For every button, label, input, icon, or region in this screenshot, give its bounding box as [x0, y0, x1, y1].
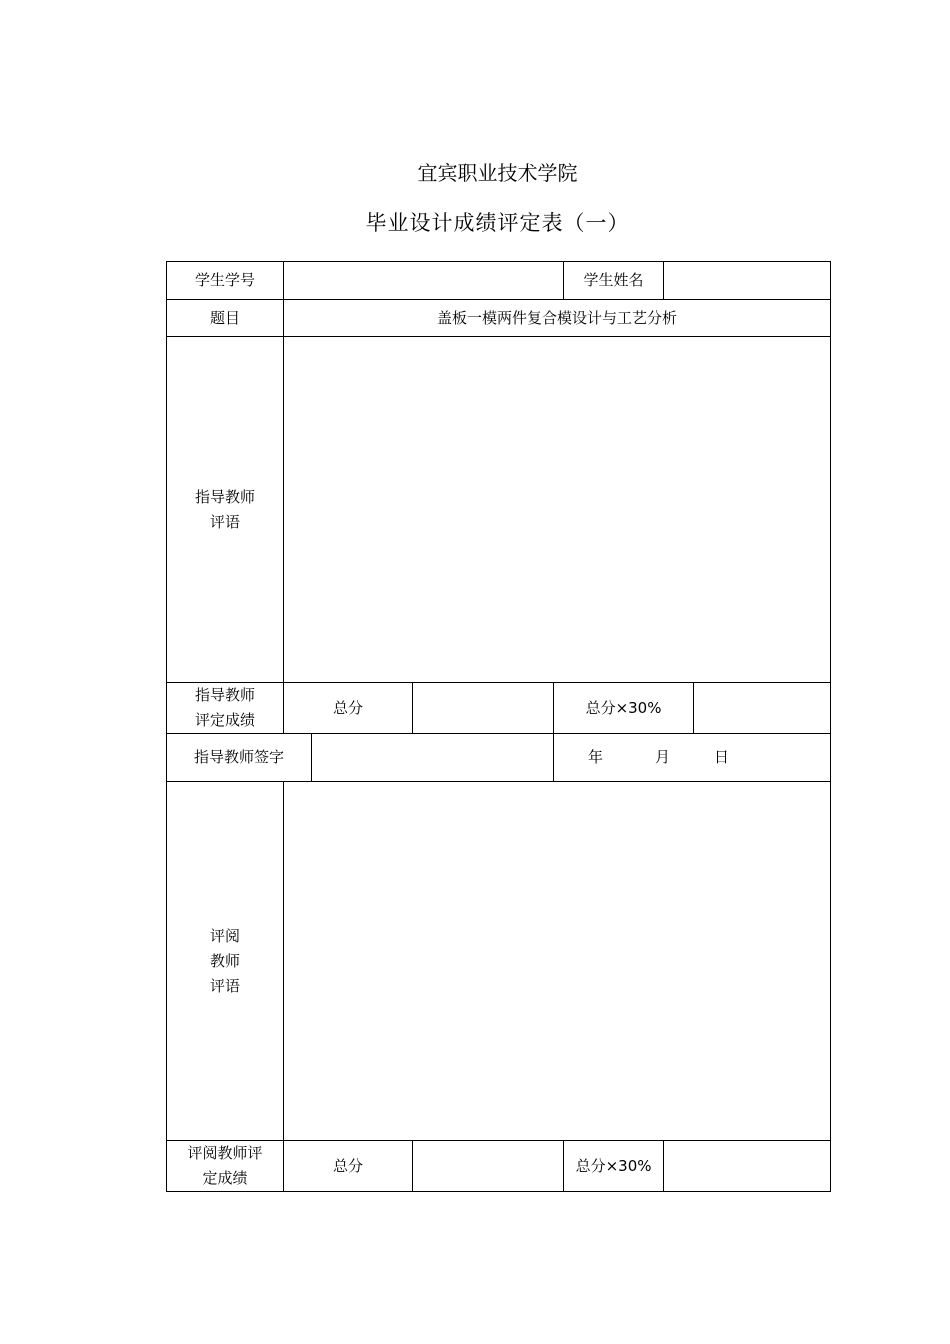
student-id-field[interactable]: [284, 262, 564, 300]
advisor-signature-row: [167, 734, 831, 782]
student-id-label: 学生学号: [167, 262, 284, 300]
advisor-comment-field[interactable]: [284, 337, 831, 683]
advisor-grade-row: [167, 683, 831, 734]
topic-value[interactable]: 盖板一模两件复合模设计与工艺分析: [284, 300, 831, 337]
advisor-date-field[interactable]: [554, 734, 831, 782]
grade-form-table: [166, 261, 831, 1192]
reviewer-comment-label: 评阅 教师 评语: [167, 782, 284, 1141]
topic-row: [167, 300, 831, 337]
advisor-comment-label: 指导教师 评语: [167, 337, 284, 683]
student-row: [167, 262, 831, 300]
advisor-weighted-label: 总分×30%: [554, 683, 694, 734]
reviewer-comment-row: [167, 782, 831, 1141]
reviewer-grade-row: [167, 1141, 831, 1192]
reviewer-total-label: 总分: [284, 1141, 413, 1192]
advisor-grade-label: 指导教师 评定成绩: [167, 683, 284, 734]
school-name: 宜宾职业技术学院: [417, 161, 578, 185]
advisor-total-label: 总分: [284, 683, 413, 734]
date-month-label: 月: [655, 748, 671, 766]
reviewer-comment-field[interactable]: [284, 782, 831, 1141]
advisor-signature-field[interactable]: [312, 734, 554, 782]
advisor-comment-row: [167, 337, 831, 683]
advisor-total-field[interactable]: [413, 683, 554, 734]
reviewer-weighted-label: 总分×30%: [564, 1141, 664, 1192]
advisor-signature-label: 指导教师签字: [167, 734, 312, 782]
student-name-label: 学生姓名: [564, 262, 664, 300]
student-name-field[interactable]: [664, 262, 831, 300]
form-title: 毕业设计成绩评定表（一）: [365, 211, 630, 235]
reviewer-total-field[interactable]: [413, 1141, 564, 1192]
reviewer-weighted-field[interactable]: [664, 1141, 831, 1192]
advisor-weighted-field[interactable]: [694, 683, 831, 734]
reviewer-grade-label: 评阅教师评 定成绩: [167, 1141, 284, 1192]
topic-label: 题目: [167, 300, 284, 337]
date-day-label: 日: [714, 748, 730, 766]
date-year-label: 年: [588, 748, 604, 766]
